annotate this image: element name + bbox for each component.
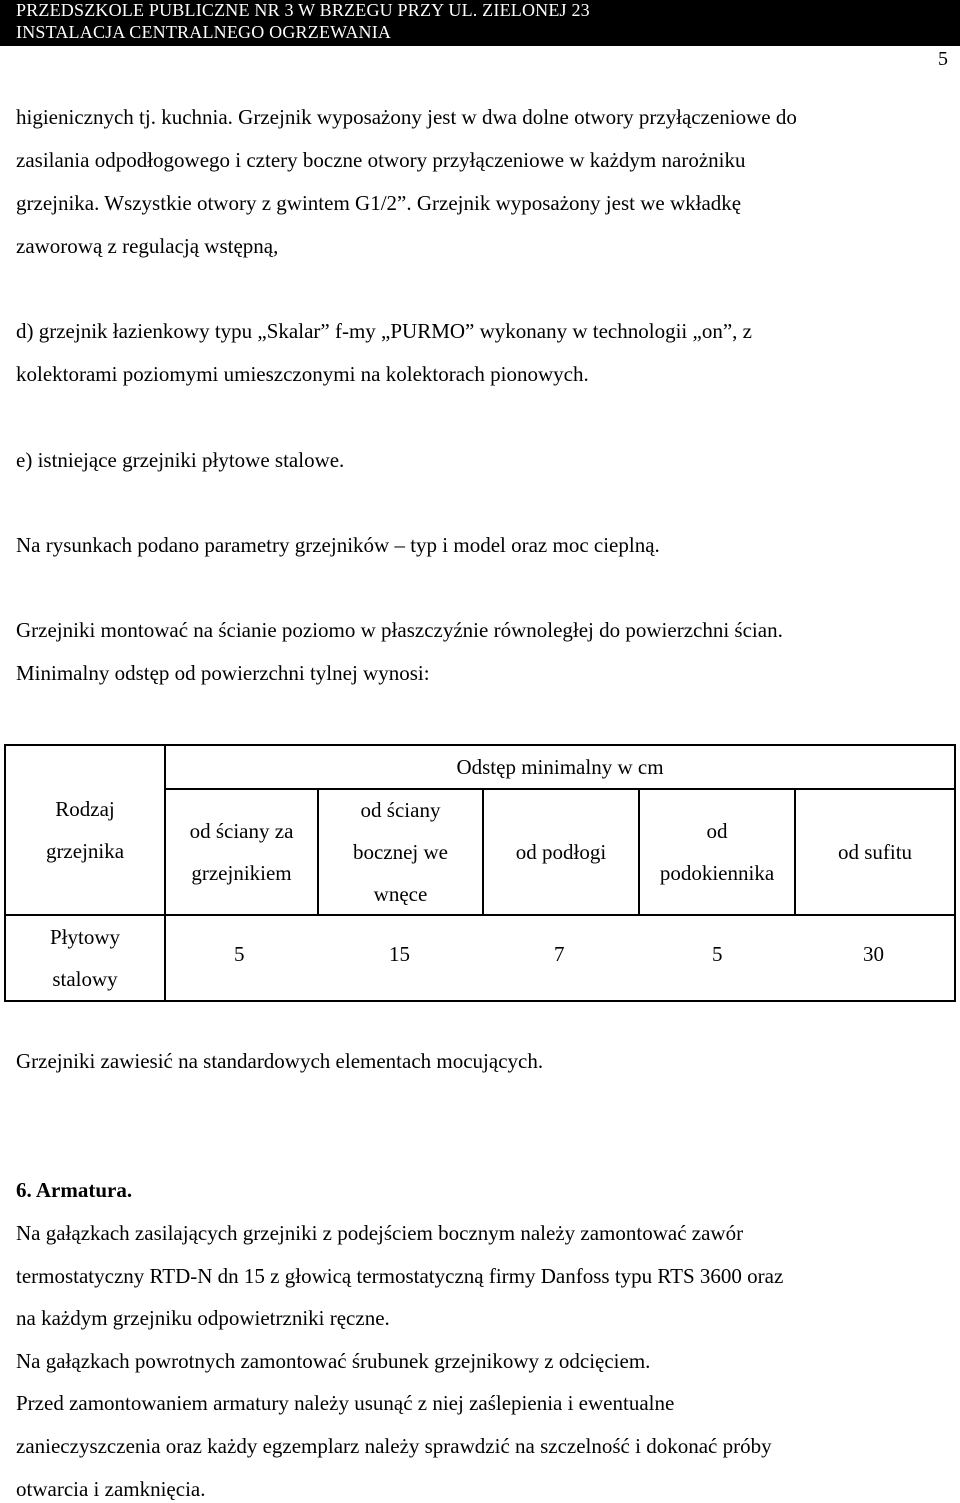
paragraph-line: zasilania odpodłogowego i cztery boczne otwory przyłączeniowe w każdym narożniku: [16, 148, 746, 172]
header-from-ceiling: [796, 790, 954, 914]
header-text: podokiennika: [659, 861, 775, 885]
value-from-side-wall: 15: [389, 942, 410, 966]
paragraph-line: zanieczyszczenia oraz każdy egzemplarz należy sprawdzić na szczelność i dokonać próby: [16, 1434, 772, 1458]
page-number: 5: [938, 48, 948, 70]
row-type-text: stalowy: [52, 967, 118, 991]
header-from-back-wall: [166, 790, 317, 914]
value-from-floor: 7: [554, 942, 565, 966]
value-from-ceiling: 30: [863, 942, 884, 966]
value-from-windowsill: 5: [712, 942, 723, 966]
paragraph-line: Na rysunkach podano parametry grzejników – typ i model oraz moc cieplną.: [16, 533, 660, 557]
header-text: grzejnikiem: [191, 861, 292, 885]
paragraph-line: Minimalny odstęp od powierzchni tylnej wynosi:: [16, 661, 430, 685]
table-border: [954, 744, 956, 1002]
header-text: od sufitu: [837, 840, 913, 864]
paragraph-line: termostatyczny RTD-N dn 15 z głowicą termostatyczną firmy Danfoss typu RTS 3600 oraz: [16, 1264, 784, 1288]
paragraph-line: e) istniejące grzejniki płytowe stalowe.: [16, 448, 345, 472]
header-text: wnęce: [373, 882, 428, 906]
header-from-floor: [484, 790, 638, 914]
radiator-distance-table: [4, 744, 956, 1002]
row-radiator-type: [6, 916, 164, 1000]
paragraph-line: zaworową z regulacją wstępną,: [16, 234, 279, 258]
header-text: od ściany: [360, 798, 441, 822]
group-header-text: Odstęp minimalny w cm: [456, 755, 664, 779]
row-type-text: Płytowy: [49, 925, 120, 949]
table-border: [4, 1000, 956, 1002]
header-text: od ściany za: [189, 819, 294, 843]
table-group-header: [166, 746, 954, 788]
header-text: Rodzaj: [55, 797, 115, 821]
section-heading: 6. Armatura.: [16, 1178, 133, 1202]
header-installation-title: INSTALACJA CENTRALNEGO OGRZEWANIA: [16, 22, 392, 42]
header-text: grzejnika: [45, 839, 125, 863]
paragraph-line: na każdym grzejniku odpowietrzniki ręczne.: [16, 1306, 390, 1330]
paragraph-line: Grzejniki zawiesić na standardowych elementach mocujących.: [16, 1049, 544, 1073]
header-radiator-type: [6, 746, 164, 914]
header-from-windowsill: [640, 790, 794, 914]
paragraph-line: Przed zamontowaniem armatury należy usunąć z niej zaślepienia i ewentualne: [16, 1391, 675, 1415]
paragraph-line: kolektorami poziomymi umieszczonymi na kolektorach pionowych.: [16, 362, 589, 386]
paragraph-line: Na gałązkach powrotnych zamontować śrubunek grzejnikowy z odcięciem.: [16, 1349, 651, 1373]
paragraph-line: d) grzejnik łazienkowy typu „Skalar” f-my „PURMO” wykonany w technologii „on”, z: [16, 319, 752, 343]
header-text: od: [706, 819, 728, 843]
paragraph-line: Grzejniki montować na ścianie poziomo w płaszczyźnie równoległej do powierzchni ścian.: [16, 618, 783, 642]
value-from-back-wall: 5: [234, 942, 245, 966]
header-text: od podłogi: [515, 840, 607, 864]
paragraph-line: Na gałązkach zasilających grzejniki z podejściem bocznym należy zamontować zawór: [16, 1221, 744, 1245]
paragraph-line: grzejnika. Wszystkie otwory z gwintem G1/2”. Grzejnik wyposażony jest we wkładkę: [16, 191, 742, 215]
document-header: [0, 0, 960, 46]
header-from-side-wall: [319, 790, 482, 914]
header-text: bocznej we: [352, 840, 449, 864]
header-school-name: PRZEDSZKOLE PUBLICZNE NR 3 W BRZEGU PRZY UL. ZIELONEJ 23: [16, 0, 590, 20]
paragraph-line: otwarcia i zamknięcia.: [16, 1477, 206, 1501]
paragraph-line: higienicznych tj. kuchnia. Grzejnik wyposażony jest w dwa dolne otwory przyłączeniowe do: [16, 105, 797, 129]
